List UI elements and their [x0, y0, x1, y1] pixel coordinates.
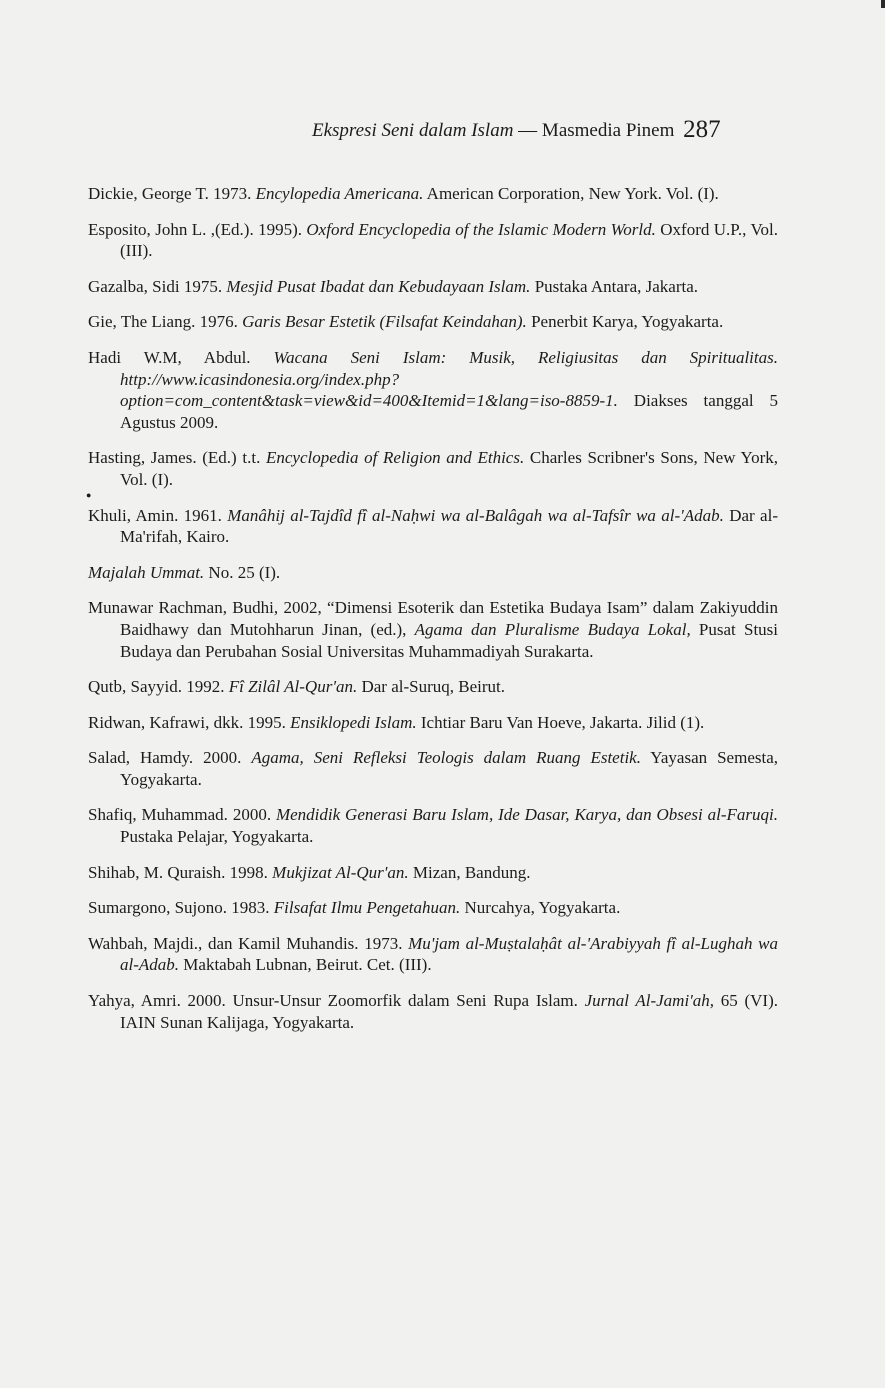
bullet-mark: ●	[86, 490, 92, 500]
reference-publisher: Penerbit Karya, Yogyakarta.	[526, 312, 724, 332]
reference-entry	[88, 219, 778, 262]
reference-title: Garis Besar Estetik (Filsafat Keindahan).	[242, 312, 527, 332]
reference-author: Salad, Hamdy. 2000.	[88, 748, 252, 768]
reference-entry	[88, 276, 778, 298]
reference-title: Oxford Encyclopedia of the Islamic Modern World.	[306, 219, 656, 239]
reference-author: Dickie, George T. 1973.	[88, 184, 256, 203]
reference-entry	[88, 505, 778, 548]
reference-publisher: Diakses tanggal 5 Agustus 2009.	[120, 391, 778, 432]
reference-title: Encylopedia Americana.	[255, 184, 424, 203]
reference-publisher: Maktabah Lubnan, Beirut. Cet. (III).	[179, 955, 432, 975]
reference-author: Khuli, Amin. 1961.	[88, 505, 228, 525]
reference-title: Agama, Seni Refleksi Teologis dalam Ruang Estetik.	[251, 748, 641, 768]
reference-entry	[88, 447, 778, 490]
reference-title: Jurnal Al-Jami'ah,	[584, 991, 715, 1011]
reference-title: Encyclopedia of Religion and Ethics.	[265, 448, 525, 468]
reference-entry	[88, 562, 778, 584]
reference-entry	[88, 676, 778, 698]
reference-title: Mukjizat Al-Qur'an.	[272, 862, 409, 882]
reference-publisher: Pusat Stusi Budaya dan Perubahan Sosial Universitas Muhammadiyah Surakarta.	[120, 619, 779, 661]
reference-entry	[88, 897, 778, 919]
reference-author: Hasting, James. (Ed.) t.t.	[88, 448, 266, 468]
reference-title: Agama dan Pluralisme Budaya Lokal,	[414, 619, 691, 639]
reference-title: Ensiklopedi Islam.	[290, 712, 417, 732]
reference-publisher: Charles Scribner's Sons, New York, Vol. (I).	[120, 448, 778, 489]
reference-publisher: Oxford U.P., Vol. (III).	[120, 219, 779, 261]
reference-title: Mendidik Generasi Baru Islam, Ide Dasar, Karya, dan Obsesi al-Faruqi.	[275, 805, 778, 825]
reference-author: Gazalba, Sidi 1975.	[88, 276, 227, 296]
reference-publisher: Ichtiar Baru Van Hoeve, Jakarta. Jilid (1).	[416, 712, 705, 732]
reference-publisher: American Corporation, New York. Vol. (I).	[423, 184, 719, 203]
reference-publisher: Mizan, Bandung.	[408, 862, 531, 882]
reference-author: Shihab, M. Quraish. 1998.	[88, 862, 273, 882]
reference-title: Mesjid Pusat Ibadat dan Kebudayaan Islam.	[226, 276, 531, 296]
running-header-author: Masmedia Pinem	[541, 120, 675, 141]
page-edge-mark	[881, 0, 885, 8]
reference-author: Hadi W.M, Abdul.	[88, 347, 274, 367]
reference-entry	[88, 347, 778, 433]
references-list	[88, 183, 778, 1047]
reference-entry	[88, 804, 778, 847]
reference-author: Esposito, John L. ,(Ed.). 1995).	[88, 219, 307, 239]
reference-author: Wahbah, Majdi., dan Kamil Muhandis. 1973.	[88, 933, 409, 953]
reference-author: Ridwan, Kafrawi, dkk. 1995.	[88, 712, 291, 732]
reference-publisher: Nurcahya, Yogyakarta.	[460, 898, 621, 918]
reference-publisher: Yayasan Semesta, Yogyakarta.	[120, 748, 778, 789]
running-header	[312, 116, 782, 144]
reference-title: Mu'jam al-Muṣtalaḥât al-'Arabiyyah fî al-Lughah wa al-Adab.	[120, 933, 778, 975]
reference-title: Filsafat Ilmu Pengetahuan.	[273, 898, 461, 918]
reference-author: Sumargono, Sujono. 1983.	[88, 898, 274, 918]
reference-author: Yahya, Amri. 2000. Unsur-Unsur Zoomorfik dalam Seni Rupa Islam.	[88, 991, 585, 1011]
reference-title: Manâhij al-Tajdîd fî al-Naḥwi wa al-Balâgah wa al-Tafsîr wa al-'Adab.	[227, 505, 724, 525]
reference-publisher: Dar al-Ma'rifah, Kairo.	[120, 505, 778, 547]
reference-title: Majalah Ummat.	[88, 562, 205, 582]
reference-entry	[88, 747, 778, 790]
reference-publisher: No. 25 (I).	[204, 562, 281, 582]
reference-publisher: Pustaka Antara, Jakarta.	[530, 276, 699, 296]
reference-publisher: Dar al-Suruq, Beirut.	[357, 677, 505, 697]
reference-entry	[88, 862, 778, 884]
reference-entry	[88, 990, 778, 1033]
page-number: 287	[683, 116, 721, 143]
reference-author: Shafiq, Muhammad. 2000.	[88, 805, 276, 825]
running-header-dash: —	[513, 120, 542, 141]
reference-title: Wacana Seni Islam: Musik, Religiusitas dan Spiritualitas. http://www.icasindonesia.org/index.php?option=com_content&task=view&id=400&Itemid=1&lang=iso-8859-1.	[120, 347, 778, 411]
reference-entry	[88, 597, 778, 662]
reference-entry	[88, 183, 778, 205]
running-header-title: Ekspresi Seni dalam Islam	[312, 120, 514, 141]
reference-entry	[88, 712, 778, 734]
reference-entry	[88, 311, 778, 333]
reference-publisher: Pustaka Pelajar, Yogyakarta.	[120, 827, 314, 847]
reference-entry	[88, 933, 778, 976]
reference-author: Munawar Rachman, Budhi, 2002, “Dimensi Esoterik dan Estetika Budaya Isam” dalam Zakiyuddin Baidhawy dan Mutohharun Jinan, (ed.),	[88, 598, 778, 639]
reference-author: Qutb, Sayyid. 1992.	[88, 677, 229, 697]
reference-title: Fî Zilâl Al-Qur'an.	[228, 677, 358, 697]
reference-publisher: 65 (VI). IAIN Sunan Kalijaga, Yogyakarta.	[120, 991, 779, 1032]
reference-author: Gie, The Liang. 1976.	[88, 312, 243, 332]
